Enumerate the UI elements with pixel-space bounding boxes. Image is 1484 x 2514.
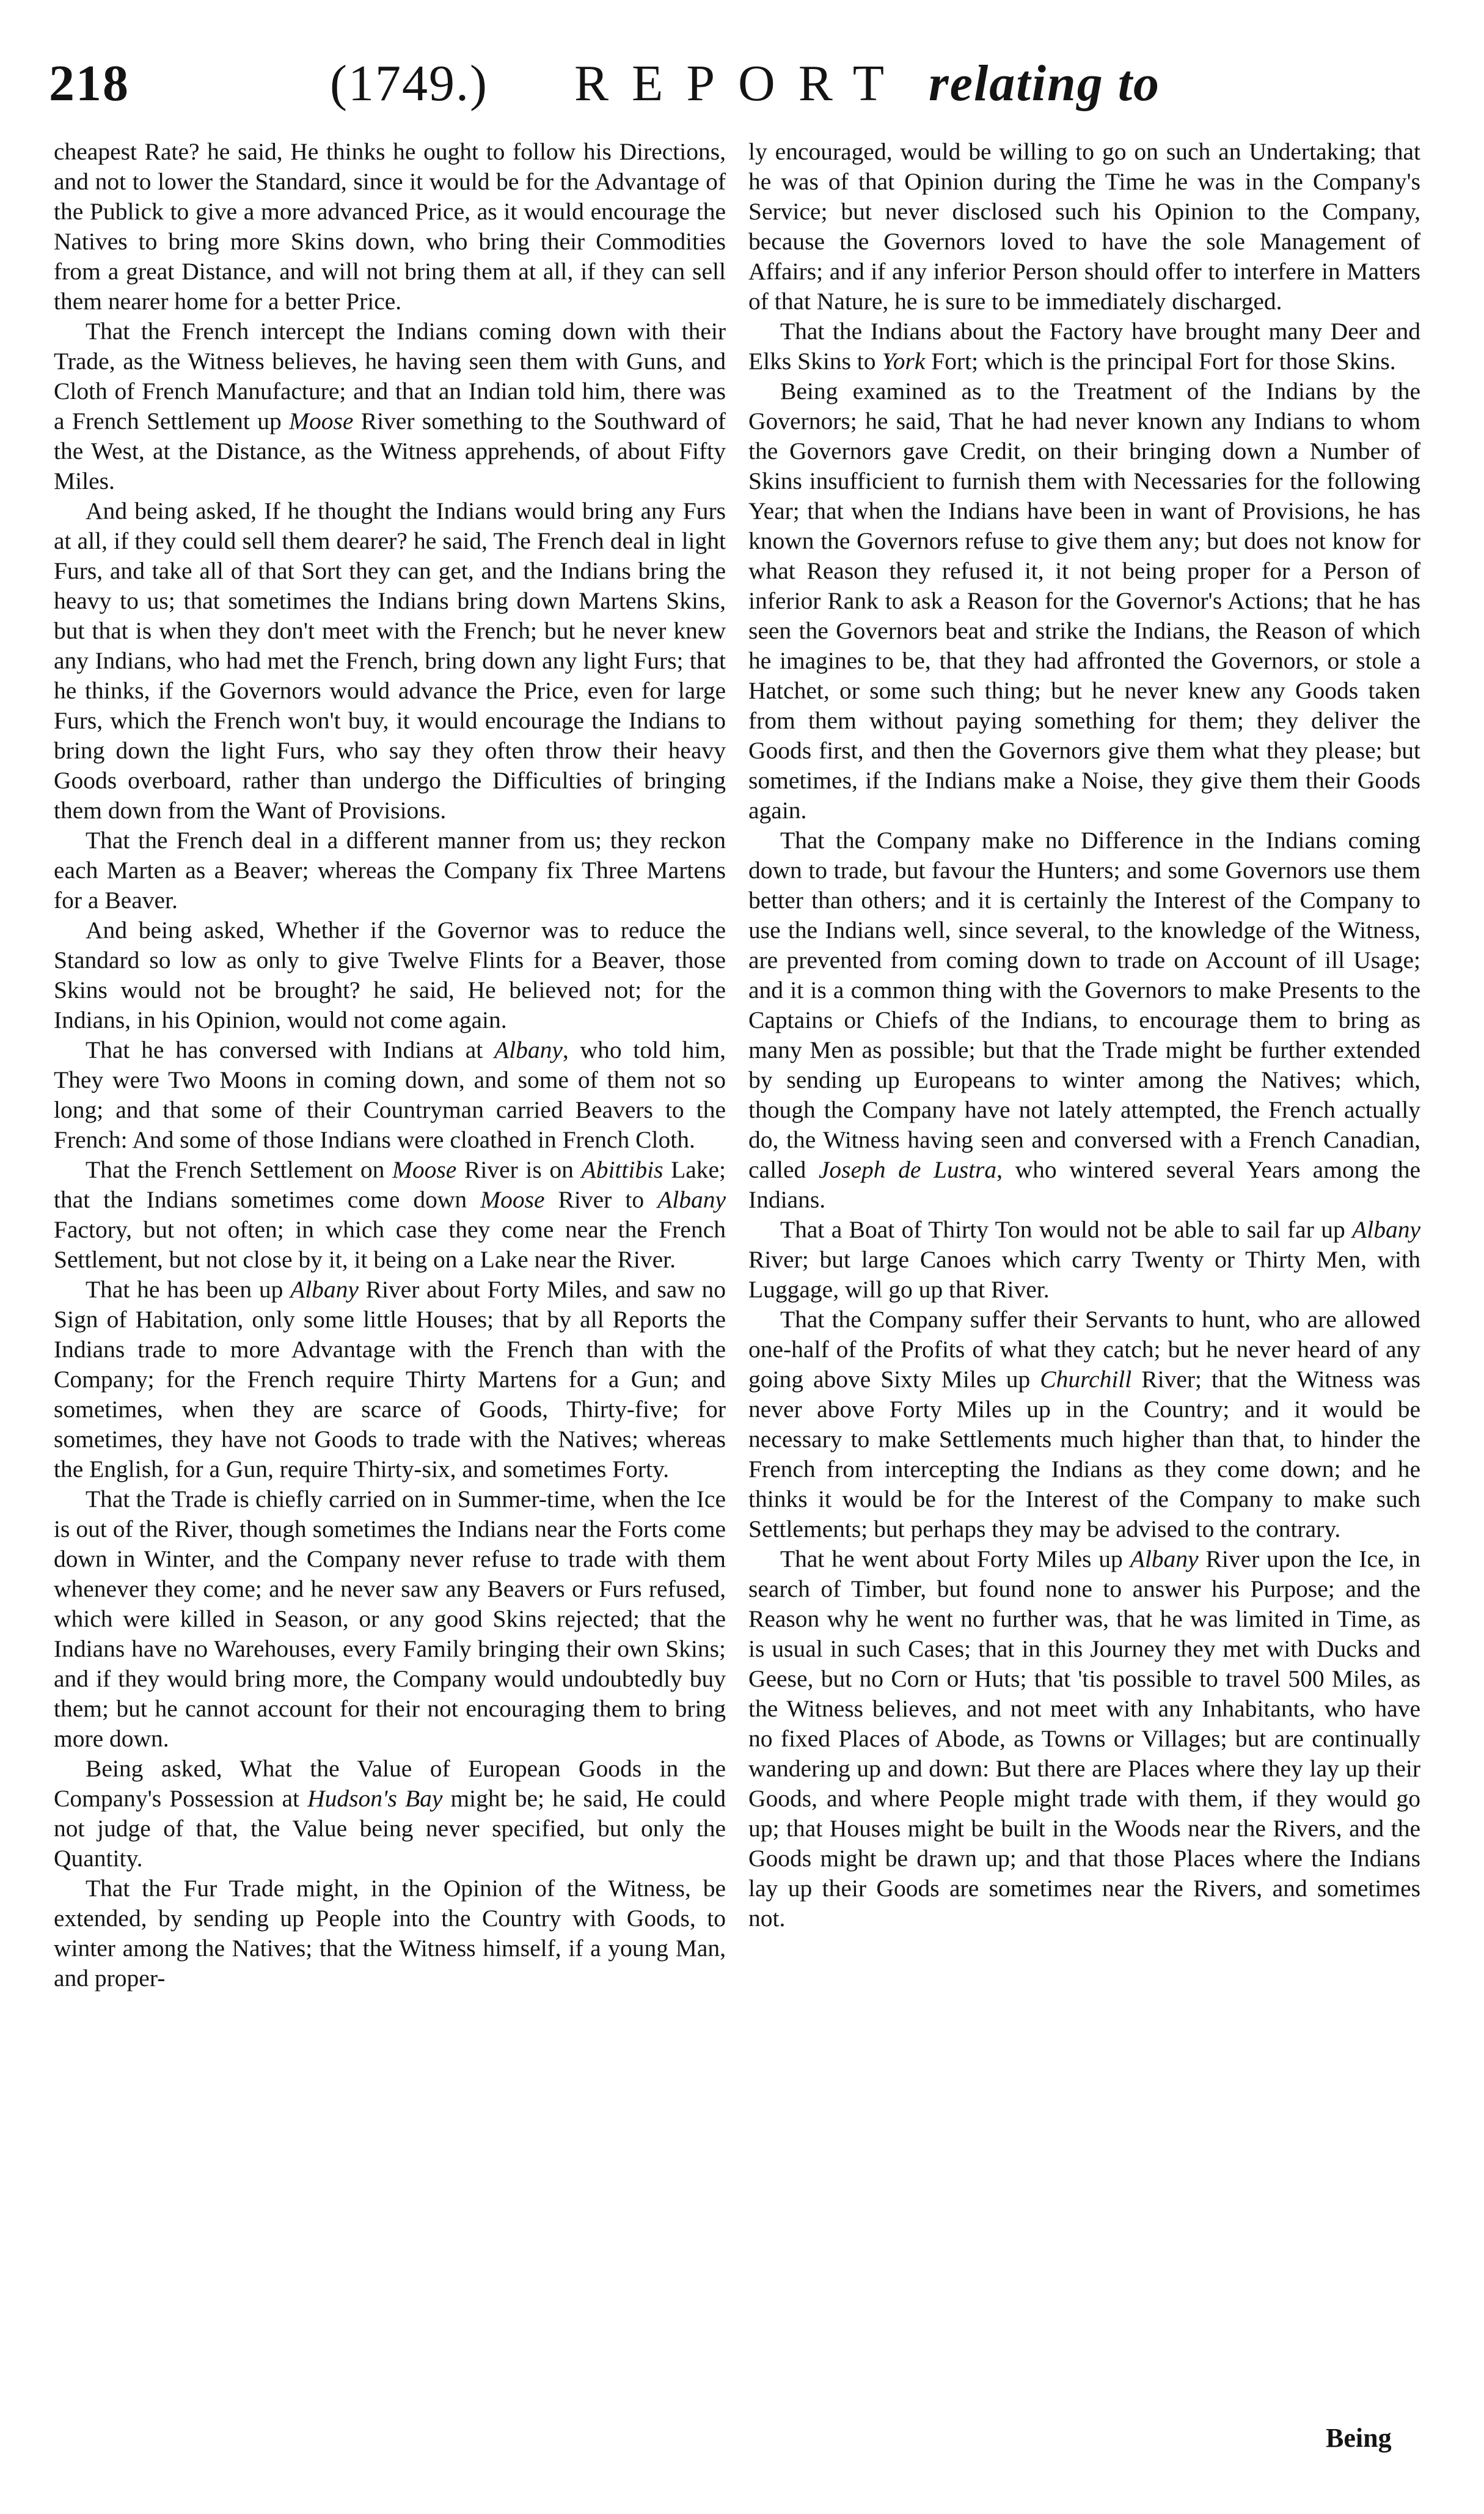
left-column — [54, 137, 726, 1993]
catchword: Being — [1326, 2423, 1392, 2453]
paragraph: Being asked, What the Value of European Goods in the Company's Possession at Hudson's Bay might be; he said, He could not judge of that, the Value being never specified, but only the Quantity. — [54, 1755, 726, 1872]
paragraph: That the French deal in a different manner from us; they reckon each Marten as a Beaver; whereas the Company fix Three Martens for a Beaver. — [54, 827, 726, 914]
header-title: REPORT — [574, 55, 908, 112]
paragraph: And being asked, If he thought the Indians would bring any Furs at all, if they could sell them dearer? he said, The French deal in light Furs, and take all of that Sort they can get, and the Indians bring the heavy to us; that sometimes the Indians bring down Martens Skins, but that is when they don't meet with the French; but he never knew any Indians, who had met the French, bring down any light Furs; that he thinks, if the Governors would advance the Price, even for large Furs, which the French won't buy, it would encourage the Indians to bring down the light Furs, who say they often throw their heavy Goods overboard, rather than undergo the Difficulties of bringing them down from the Want of Provisions. — [54, 497, 726, 824]
right-column — [748, 137, 1420, 1933]
paragraph: That a Boat of Thirty Ton would not be able to sail far up Albany River; but large Canoes which carry Twenty or Thirty Men, with Luggage, will go up that River. — [748, 1216, 1420, 1303]
paragraph: That the Trade is chiefly carried on in Summer-time, when the Ice is out of the River, though sometimes the Indians near the Forts come down in Winter, and the Company never refuse to trade with them whenever they come; and he never saw any Beavers or Furs refused, which were killed in Season, or any good Skins rejected; that the Indians have no Warehouses, every Family bringing their own Skins; and if they would bring more, the Company would undoubtedly buy them; but he cannot account for their not encouraging them to bring more down. — [54, 1486, 726, 1752]
paragraph: That the French intercept the Indians coming down with their Trade, as the Witness believes, he having seen them with Guns, and Cloth of French Manufacture; and that an Indian told him, there was a French Settlement up Moose River something to the Southward of the West, at the Distance, as the Witness apprehends, of about Fifty Miles. — [54, 318, 726, 494]
paragraph: Being examined as to the Treatment of the Indians by the Governors; he said, That he had never known any Indians to whom the Governors gave Credit, on their bringing down a Number of Skins insufficient to furnish them with Necessaries for the following Year; that when the Indians have been in want of Provisions, he has known the Governors refuse to give them any; but does not know for what Reason they refused it, it not being proper for a Person of inferior Rank to ask a Reason for the Governor's Actions; that he has seen the Governors beat and strike the Indians, the Reason of which he imagines to be, that they had affronted the Governors, or stole a Hatchet, or some such thing; but he never knew any Goods taken from them without paying something for them; they deliver the Goods first, and then the Governors give them what they please; but sometimes, if the Indians make a Noise, they give them their Goods again. — [748, 378, 1420, 824]
paragraph: That the Company suffer their Servants to hunt, who are allowed one-half of the Profits of what they catch; but he never heard of any going above Sixty Miles up Churchill River; that the Witness was never above Forty Miles up in the Country; and it would be necessary to make Settlements much higher than that, to hinder the French from intercepting the Indians as they come down; and he thinks it would be for the Interest of the Company to make such Settlements; but perhaps they may be advised to the contrary. — [748, 1306, 1420, 1542]
paragraph: That he went about Forty Miles up Albany River upon the Ice, in search of Timber, but found none to answer his Purpose; and the Reason why he went no further was, that he was limited in Time, as is usual in such Cases; that in this Journey they met with Ducks and Geese, but no Corn or Huts; that 'tis possible to travel 500 Miles, as the Witness believes, and not meet with any Inhabitants, who have no fixed Places of Abode, as Towns or Villages; but are continually wandering up and down: But there are Places where they lay up their Goods, and where People might trade with them, if they would go up; that Houses might be built in the Woods near the Rivers, and the Goods might be drawn up; and that those Places where the Indians lay up their Goods are sometimes near the Rivers, and sometimes not. — [748, 1545, 1420, 1932]
header-year: (1749.) — [330, 55, 488, 112]
header-subtitle: relating to — [929, 55, 1161, 112]
paragraph: And being asked, Whether if the Governor was to reduce the Standard so low as only to give Twelve Flints for a Beaver, those Skins would not be brought? he said, He believed not; for the Indians, in his Opinion, would not come again. — [54, 917, 726, 1033]
paragraph: That the Company make no Difference in the Indians coming down to trade, but favour the Hunters; and some Governors use them better than others; and it is certainly the Interest of the Company to use the Indians well, since several, to the knowledge of the Witness, are prevented from coming down to trade on Account of ill Usage; and it is a common thing with the Governors to make Presents to the Captains or Chiefs of the Indians, to encourage them to bring as many Men as possible; but that the Trade might be further extended by sending up Europeans to winter among the Natives; which, though the Company have not lately attempted, the French actually do, the Witness having seen and conversed with a French Canadian, called Joseph de Lustra, who wintered several Years among the Indians. — [748, 827, 1420, 1213]
paragraph: cheapest Rate? he said, He thinks he ought to follow his Directions, and not to lower the Standard, since it would be for the Advantage of the Publick to give a more advanced Price, as it would encourage the Natives to bring more Skins down, who bring their Commodities from a great Distance, and will not bring them at all, if they can sell them nearer home for a better Price. — [54, 138, 726, 315]
paragraph: ly encouraged, would be willing to go on such an Undertaking; that he was of that Opinion during the Time he was in the Company's Service; but never disclosed such his Opinion to the Company, because the Governors loved to have the sole Management of Affairs; and if any inferior Person should offer to interfere in Matters of that Nature, he is sure to be immediately discharged. — [748, 138, 1420, 315]
running-head — [49, 54, 1417, 127]
paragraph: That the French Settlement on Moose River is on Abittibis Lake; that the Indians sometimes come down Moose River to Albany Factory, but not often; in which case they come near the French Settlement, but not close by it, it being on a Lake near the River. — [54, 1156, 726, 1273]
paragraph: That he has conversed with Indians at Albany, who told him, They were Two Moons in coming down, and some of them not so long; and that some of their Countryman carried Beavers to the French: And some of those Indians were cloathed in French Cloth. — [54, 1036, 726, 1153]
paragraph: That the Indians about the Factory have brought many Deer and Elks Skins to York Fort; which is the principal Fort for those Skins. — [748, 318, 1420, 375]
page-number: 218 — [49, 55, 130, 112]
paragraph: That he has been up Albany River about Forty Miles, and saw no Sign of Habitation, only some little Houses; that by all Reports the Indians trade to more Advantage with the French than with the Company; for the French require Thirty Martens for a Gun; and sometimes, when they are scarce of Goods, Thirty-five; for sometimes, they have not Goods to trade with the Natives; whereas the English, for a Gun, require Thirty-six, and sometimes Forty. — [54, 1276, 726, 1482]
paragraph: That the Fur Trade might, in the Opinion of the Witness, be extended, by sending up People into the Country with Goods, to winter among the Natives; that the Witness himself, if a young Man, and proper- — [54, 1875, 726, 1992]
